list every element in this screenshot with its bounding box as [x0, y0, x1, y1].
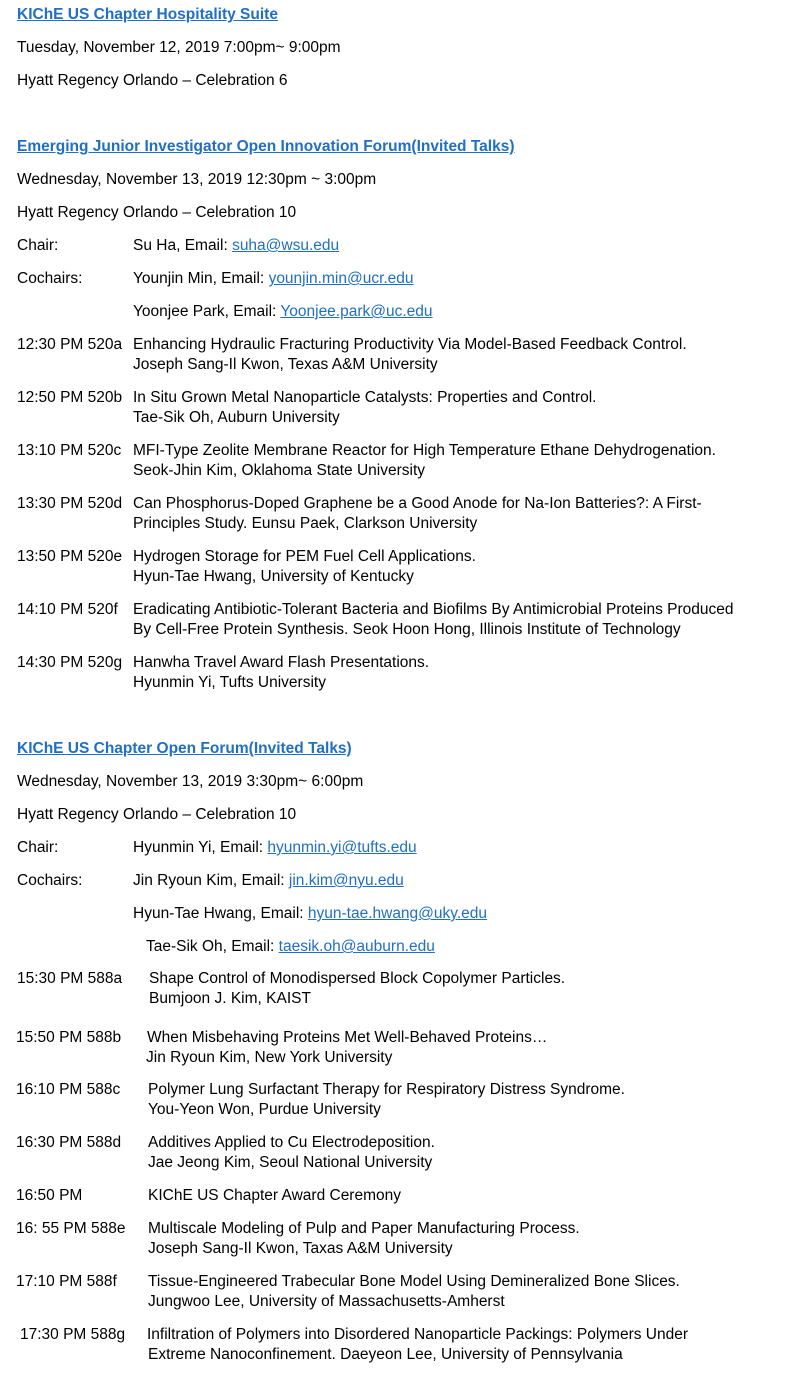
talk-time: 12:50 PM 520b	[17, 389, 123, 406]
chair-name: Hyunmin Yi, Email:	[133, 839, 268, 856]
talk-speaker: Jae Jeong Kim, Seoul National University	[148, 1154, 433, 1171]
section-venue: Hyatt Regency Orlando – Celebration 10	[17, 204, 297, 221]
cochair-entry	[133, 871, 404, 891]
talk-time: 12:30 PM 520a	[17, 336, 123, 353]
talk-title: Tissue-Engineered Trabecular Bone Model Using Demineralized Bone Slices.	[148, 1273, 680, 1290]
cochair-entry	[133, 904, 487, 924]
talk-title: Infiltration of Polymers into Disordered Nanoparticle Packings: Polymers Under	[147, 1326, 689, 1343]
chair-email-link[interactable]: hyunmin.yi@tufts.edu	[267, 839, 417, 856]
section-date: Wednesday, November 13, 2019 12:30pm ~ 3:00pm	[17, 171, 377, 188]
talk-speaker: Joseph Sang-Il Kwon, Texas A&M University	[133, 356, 438, 373]
chair-label: Chair:	[17, 839, 59, 856]
section-venue: Hyatt Regency Orlando – Celebration 10	[17, 806, 297, 823]
chair-entry	[133, 236, 339, 256]
section-date: Wednesday, November 13, 2019 3:30pm~ 6:00pm	[17, 773, 364, 790]
talk-title: Additives Applied to Cu Electrodeposition.	[148, 1134, 435, 1151]
talk-title: KIChE US Chapter Award Ceremony	[148, 1187, 401, 1204]
talk-speaker: Seok-Jhin Kim, Oklahoma State University	[133, 462, 426, 479]
talk-title: Polymer Lung Surfactant Therapy for Respiratory Distress Syndrome.	[148, 1081, 625, 1098]
talk-time: 13:30 PM 520d	[17, 495, 123, 512]
cochair-email-link[interactable]: Yoonjee.park@uc.edu	[280, 303, 433, 320]
cochair-name: Jin Ryoun Kim, Email:	[133, 872, 289, 889]
cochair-name: Younjin Min, Email:	[133, 270, 269, 287]
talk-speaker: Jungwoo Lee, University of Massachusetts-Amherst	[148, 1293, 505, 1310]
talk-speaker: Hyun-Tae Hwang, University of Kentucky	[133, 568, 414, 585]
cochair-name: Yoonjee Park, Email:	[133, 303, 281, 320]
talk-speaker: Principles Study. Eunsu Paek, Clarkson University	[133, 515, 478, 532]
cochair-email-link[interactable]: jin.kim@nyu.edu	[288, 872, 404, 889]
talk-time: 16: 55 PM 588e	[16, 1220, 126, 1237]
talk-time: 13:10 PM 520c	[17, 442, 122, 459]
talk-title: Eradicating Antibiotic-Tolerant Bacteria and Biofilms By Antimicrobial Proteins Produced	[133, 601, 734, 618]
talk-speaker: Hyunmin Yi, Tufts University	[133, 674, 326, 691]
talk-time: 14:30 PM 520g	[17, 654, 123, 671]
cochair-email-link[interactable]: younjin.min@ucr.edu	[268, 270, 414, 287]
talk-speaker: Bumjoon J. Kim, KAIST	[149, 990, 311, 1007]
talk-speaker: Tae-Sik Oh, Auburn University	[133, 409, 340, 426]
cochairs-label: Cochairs:	[17, 872, 83, 889]
cochair-email-link[interactable]: hyun-tae.hwang@uky.edu	[307, 905, 488, 922]
talk-time: 17:10 PM 588f	[16, 1273, 117, 1290]
talk-speaker: Joseph Sang-Il Kwon, Taxas A&M University	[148, 1240, 453, 1257]
section-date: Tuesday, November 12, 2019 7:00pm~ 9:00pm	[17, 39, 341, 56]
cochair-name: Tae-Sik Oh, Email:	[146, 938, 279, 955]
talk-title: When Misbehaving Proteins Met Well-Behaved Proteins…	[147, 1029, 548, 1046]
talk-time: 15:50 PM 588b	[16, 1029, 122, 1046]
talk-speaker: Jin Ryoun Kim, New York University	[146, 1049, 393, 1066]
chair-entry	[133, 838, 417, 858]
cochair-name: Hyun-Tae Hwang, Email:	[133, 905, 308, 922]
talk-time: 16:10 PM 588c	[16, 1081, 121, 1098]
talk-title: Shape Control of Monodispersed Block Copolymer Particles.	[149, 970, 566, 987]
cochair-entry	[146, 937, 435, 957]
talk-time: 16:50 PM	[16, 1187, 83, 1204]
talk-title: Hanwha Travel Award Flash Presentations.	[133, 654, 430, 671]
section-title-hospitality[interactable]: KIChE US Chapter Hospitality Suite	[17, 6, 278, 23]
talk-title: Hydrogen Storage for PEM Fuel Cell Applications.	[133, 548, 476, 565]
talk-time: 17:30 PM 588g	[20, 1326, 126, 1343]
chair-label: Chair:	[17, 237, 59, 254]
talk-title: MFI-Type Zeolite Membrane Reactor for High Temperature Ethane Dehydrogenation.	[133, 442, 716, 459]
cochairs-label: Cochairs:	[17, 270, 83, 287]
cochair-entry	[133, 302, 433, 322]
talk-title: Enhancing Hydraulic Fracturing Productivity Via Model-Based Feedback Control.	[133, 336, 687, 353]
talk-title: In Situ Grown Metal Nanoparticle Catalysts: Properties and Control.	[133, 389, 597, 406]
talk-speaker: You-Yeon Won, Purdue University	[148, 1101, 381, 1118]
cochair-entry	[133, 269, 414, 289]
talk-title: Multiscale Modeling of Pulp and Paper Manufacturing Process.	[148, 1220, 580, 1237]
section-venue: Hyatt Regency Orlando – Celebration 6	[17, 72, 288, 89]
talk-time: 16:30 PM 588d	[16, 1134, 122, 1151]
talk-speaker: Extreme Nanoconfinement. Daeyeon Lee, University of Pennsylvania	[148, 1346, 623, 1363]
chair-name: Su Ha, Email:	[133, 237, 233, 254]
chair-email-link[interactable]: suha@wsu.edu	[232, 237, 340, 254]
talk-title: Can Phosphorus-Doped Graphene be a Good Anode for Na-Ion Batteries?: A First-	[133, 495, 702, 512]
section-title-junior-forum[interactable]: Emerging Junior Investigator Open Innovation Forum(Invited Talks)	[17, 138, 515, 155]
talk-time: 13:50 PM 520e	[17, 548, 123, 565]
talk-time: 14:10 PM 520f	[17, 601, 118, 618]
talk-time: 15:30 PM 588a	[17, 970, 123, 987]
cochair-email-link[interactable]: taesik.oh@auburn.edu	[278, 938, 435, 955]
section-title-open-forum[interactable]: KIChE US Chapter Open Forum(Invited Talks)	[17, 740, 352, 757]
talk-speaker: By Cell-Free Protein Synthesis. Seok Hoon Hong, Illinois Institute of Technology	[133, 621, 681, 638]
